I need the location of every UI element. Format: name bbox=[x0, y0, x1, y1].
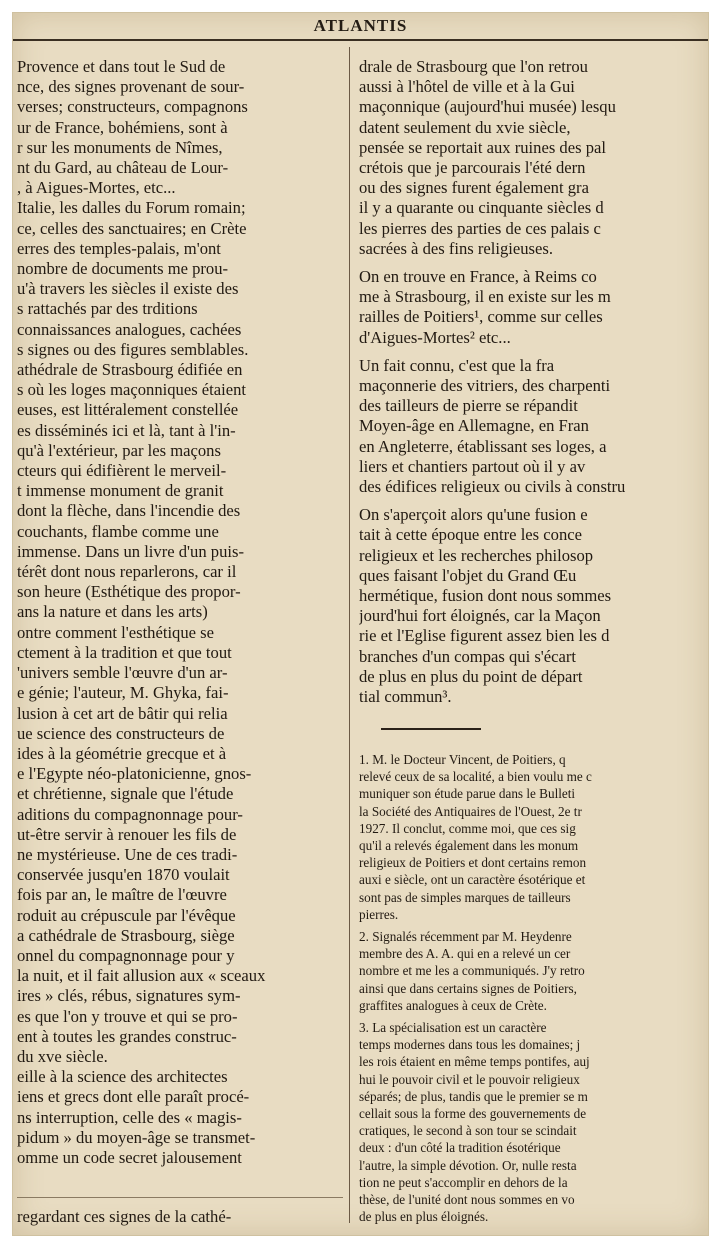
text-line: ques faisant l'objet du Grand Œu bbox=[359, 565, 577, 585]
text-line: les pierres des parties de ces palais c bbox=[359, 218, 601, 238]
text-line: maçonnerie des vitriers, des charpenti bbox=[359, 376, 611, 396]
footnote-line: thèse, de l'unité dont nous sommes en vo bbox=[359, 1192, 575, 1208]
text-line: a cathédrale de Strasbourg, siège bbox=[17, 925, 235, 945]
page-header bbox=[13, 13, 708, 41]
text-line: couchants, flambe comme une bbox=[17, 521, 219, 541]
text-line: ctement à la tradition et que tout bbox=[17, 642, 232, 662]
footnote-line: muniquer son étude parue dans le Bulleti bbox=[359, 786, 576, 802]
text-line: ns interruption, celle des « magis- bbox=[17, 1107, 242, 1127]
text-line: son heure (Esthétique des propor- bbox=[17, 582, 241, 602]
footnote-line: tion ne peut s'accomplir en dehors de la bbox=[359, 1174, 568, 1190]
bottom-separator bbox=[17, 1197, 343, 1198]
footnote-line: 3. La spécialisation est un caractère bbox=[359, 1020, 547, 1036]
text-line: religieux et les recherches philosop bbox=[359, 545, 594, 565]
footnote-line: la Société des Antiquaires de l'Ouest, 2e tr bbox=[359, 803, 582, 819]
footnote-line: auxi e siècle, ont un caractère ésotérique et bbox=[359, 872, 586, 888]
text-line: pensée se reportait aux ruines des pal bbox=[359, 137, 606, 157]
text-line: la nuit, et il fait allusion aux « sceaux bbox=[17, 966, 266, 986]
footnote-line: temps modernes dans tous les domaines; j bbox=[359, 1037, 581, 1053]
text-line: drale de Strasbourg que l'on retrou bbox=[359, 57, 588, 76]
text-line: térêt dont nous reparlerons, car il bbox=[17, 562, 237, 582]
text-line: du xve siècle. bbox=[17, 1046, 108, 1066]
footnote-line: nombre et me les a communiqués. J'y retro bbox=[359, 963, 585, 979]
footnote-line: hui le pouvoir civil et le pouvoir religieux bbox=[359, 1071, 580, 1087]
text-line: es que l'on y trouve et qui se pro- bbox=[17, 1006, 238, 1026]
text-line: tait à cette époque entre les conce bbox=[359, 525, 582, 545]
text-line: euses, est littéralement constellée bbox=[17, 400, 239, 420]
right-column bbox=[359, 57, 709, 707]
text-line: ur de France, bohémiens, sont à bbox=[17, 117, 228, 137]
text-line: ires » clés, rébus, signatures sym- bbox=[17, 986, 241, 1006]
text-line: erres des temples-palais, m'ont bbox=[17, 238, 221, 258]
text-line: rie et l'Eglise figurent assez bien les d bbox=[359, 626, 610, 646]
text-line: nce, des signes provenant de sour- bbox=[17, 77, 245, 97]
text-line: iens et grecs dont elle paraît procé- bbox=[17, 1087, 250, 1107]
paragraph bbox=[359, 356, 709, 497]
text-line: connaissances analogues, cachées bbox=[17, 319, 242, 339]
text-line: et chrétienne, signale que l'étude bbox=[17, 784, 234, 804]
text-line: nombre de documents me prou- bbox=[17, 259, 229, 279]
text-line: athédrale de Strasbourg édifiée en bbox=[17, 360, 243, 380]
text-line: branches d'un compas qui s'écart bbox=[359, 646, 577, 666]
text-line: tial commun³. bbox=[359, 687, 452, 707]
column-divider bbox=[349, 47, 350, 1223]
footnote-line: 1927. Il conclut, comme moi, que ces sig bbox=[359, 820, 576, 836]
footnote bbox=[359, 928, 709, 1014]
text-line: immense. Dans un livre d'un puis- bbox=[17, 541, 244, 561]
text-line: cteurs qui édifièrent le merveil- bbox=[17, 461, 227, 481]
paragraph bbox=[359, 57, 709, 259]
footnote bbox=[359, 751, 709, 923]
text-line: nt du Gard, au château de Lour- bbox=[17, 158, 229, 178]
text-line: e génie; l'auteur, M. Ghyka, fai- bbox=[17, 683, 229, 703]
text-line: ent à toutes les grandes construc- bbox=[17, 1026, 237, 1046]
text-line: conservée jusqu'en 1870 voulait bbox=[17, 865, 230, 885]
text-line: u'à travers les siècles il existe des bbox=[17, 279, 239, 299]
text-line: railles de Poitiers¹, comme sur celles bbox=[359, 307, 603, 327]
text-line: ou des signes furent également gra bbox=[359, 178, 589, 198]
text-line: aditions du compagnonnage pour- bbox=[17, 804, 243, 824]
text-line: On s'aperçoit alors qu'une fusion e bbox=[359, 505, 588, 525]
footnote-line: 2. Signalés récemment par M. Heydenre bbox=[359, 929, 572, 945]
text-line: ides à la géométrie grecque et à bbox=[17, 743, 227, 763]
text-line: Provence et dans tout le Sud de bbox=[17, 57, 226, 76]
footnote-line: de plus en plus éloignés. bbox=[359, 1209, 489, 1225]
text-line: il y a quarante ou cinquante siècles d bbox=[359, 198, 604, 218]
text-line: ontre comment l'esthétique se bbox=[17, 622, 214, 642]
footnote-line: sont pas de simples marques de tailleurs bbox=[359, 889, 571, 905]
text-line: r sur les monuments de Nîmes, bbox=[17, 137, 223, 157]
text-line: On en trouve en France, à Reims co bbox=[359, 267, 597, 287]
text-line: s où les loges maçonniques étaient bbox=[17, 380, 247, 400]
footnote-line: l'autre, la simple dévotion. Or, nulle resta bbox=[359, 1157, 577, 1173]
footnote-line: religieux de Poitiers et dont certains remon bbox=[359, 855, 587, 871]
left-column bbox=[17, 57, 343, 1168]
footnote-line: pierres. bbox=[359, 906, 399, 922]
footnote-line: relevé ceux de sa localité, a bien voulu me c bbox=[359, 769, 592, 785]
text-line: jourd'hui fort éloignés, car la Maçon bbox=[359, 606, 601, 626]
text-line: roduit au crépuscule par l'évêque bbox=[17, 905, 236, 925]
text-line: t immense monument de granit bbox=[17, 481, 224, 501]
text-line: maçonnique (aujourd'hui musée) lesqu bbox=[359, 97, 616, 117]
footnote-line: cellait sous la forme des gouvernements de bbox=[359, 1106, 587, 1122]
text-line: aussi à l'hôtel de ville et à la Gui bbox=[359, 77, 575, 97]
text-line: Moyen-âge en Allemagne, en Fran bbox=[359, 416, 589, 436]
text-line: es disséminés ici et là, tant à l'in- bbox=[17, 420, 236, 440]
footnote-line: ainsi que dans certains signes de Poitiers, bbox=[359, 980, 577, 996]
text-line: lusion à cet art de bâtir qui relia bbox=[17, 703, 228, 723]
text-line: ce, celles des sanctuaires; en Crète bbox=[17, 218, 247, 238]
text-line: , à Aigues-Mortes, etc... bbox=[17, 178, 176, 198]
text-line: eille à la science des architectes bbox=[17, 1067, 228, 1087]
text-line: liers et chantiers partout où il y av bbox=[359, 456, 586, 476]
text-line: de plus en plus du point de départ bbox=[359, 666, 583, 686]
page-title: ATLANTIS bbox=[313, 16, 408, 35]
text-line: sacrées à des fins religieuses. bbox=[359, 238, 553, 258]
text-line: datent seulement du xvie siècle, bbox=[359, 117, 571, 137]
text-line: s rattachés par des trditions bbox=[17, 299, 198, 319]
text-line: dont la flèche, dans l'incendie des bbox=[17, 501, 241, 521]
footnote-rule bbox=[381, 728, 481, 730]
footnote-line: cratiques, le second à son tour se scindait bbox=[359, 1123, 577, 1139]
paragraph bbox=[359, 505, 709, 707]
text-line: onnel du compagnonnage pour y bbox=[17, 945, 235, 965]
newspaper-clipping bbox=[12, 12, 709, 1236]
footnote-line: qu'il a relevés également dans les monum bbox=[359, 838, 579, 854]
text-line: verses; constructeurs, compagnons bbox=[17, 97, 248, 117]
text-line: crétois que je parcourais l'été dern bbox=[359, 158, 586, 178]
text-line: ue science des constructeurs de bbox=[17, 723, 225, 743]
left-column-continuation: regardant ces signes de la cathé- bbox=[17, 1207, 232, 1226]
footnote-line: graffites analogues à ceux de Crète. bbox=[359, 997, 547, 1013]
text-line: ne mystérieuse. Une de ces tradi- bbox=[17, 844, 238, 864]
text-line: Un fait connu, c'est que la fra bbox=[359, 355, 555, 375]
text-line: Italie, les dalles du Forum romain; bbox=[17, 198, 246, 218]
text-line: e l'Egypte néo-platonicienne, gnos- bbox=[17, 764, 252, 784]
text-line: hermétique, fusion dont nous sommes bbox=[359, 586, 612, 606]
text-line: en Angleterre, établissant ses loges, a bbox=[359, 436, 607, 456]
text-line: ans la nature et dans les arts) bbox=[17, 602, 208, 622]
text-line: fois par an, le maître de l'œuvre bbox=[17, 885, 227, 905]
footnote-line: séparés; de plus, tandis que le premier se m bbox=[359, 1088, 588, 1104]
footnote-line: 1. M. le Docteur Vincent, de Poitiers, q bbox=[359, 752, 566, 767]
text-line: me à Strasbourg, il en existe sur les m bbox=[359, 287, 611, 307]
text-line: pidum » du moyen-âge se transmet- bbox=[17, 1127, 256, 1147]
footnotes bbox=[359, 751, 709, 1225]
text-line: des tailleurs de pierre se répandit bbox=[359, 396, 578, 416]
footnote-line: deux : d'un côté la tradition ésotérique bbox=[359, 1140, 561, 1156]
footnote-line: membre des A. A. qui en a relevé un cer bbox=[359, 946, 571, 962]
text-line: d'Aigues-Mortes² etc... bbox=[359, 327, 511, 347]
footnote-line: les rois étaient en même temps pontifes, auj bbox=[359, 1054, 590, 1070]
text-line: des édifices religieux ou civils à constru bbox=[359, 477, 626, 497]
text-line: qu'à l'extérieur, par les maçons bbox=[17, 440, 221, 460]
text-line: ut-être servir à renouer les fils de bbox=[17, 824, 237, 844]
text-line: 'univers semble l'œuvre d'un ar- bbox=[17, 663, 228, 683]
paragraph bbox=[359, 267, 709, 348]
text-line: omme un code secret jalousement bbox=[17, 1147, 242, 1167]
footnote bbox=[359, 1019, 709, 1225]
text-line: s signes ou des figures semblables. bbox=[17, 339, 249, 359]
